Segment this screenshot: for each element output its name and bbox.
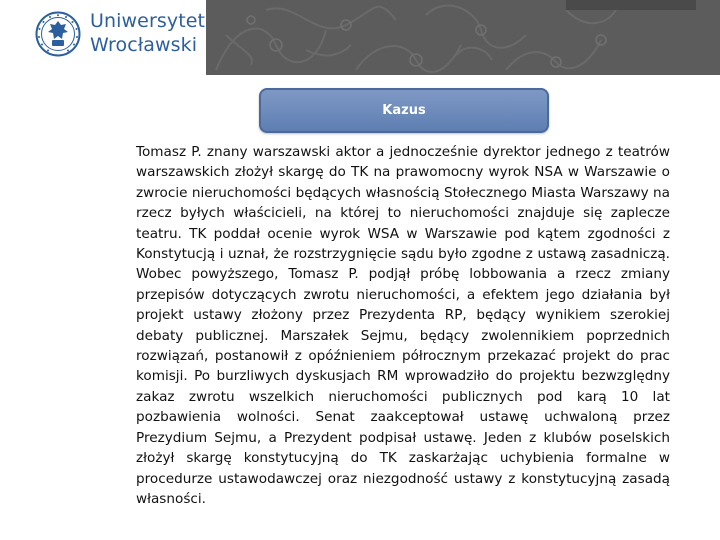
university-seal-icon [35, 11, 81, 57]
logo-line-2: Wrocławski [90, 34, 198, 56]
decorative-swirl-pattern [206, 0, 720, 75]
university-name [90, 9, 205, 57]
logo-line-1: Uniwersytet [90, 10, 206, 32]
slide-title: Kazus [382, 103, 426, 118]
header-accent-strip [566, 0, 696, 10]
case-body-text: Tomasz P. znany warszawski aktor a jednocześnie dyrektor jednego z teatrów warszawskich złożył skargę do TK na prawomocny wyrok NSA w Warszawie o zwrocie nieruchomości będących własnością Stołecznego Miasta Warszawy na rzecz byłych właścicieli, na której to nieruchomości znajduje się zaplecze teatru. TK poddał ocenie wyrok WSA w Warszawie pod kątem zgodności z Konstytucją i uznał, że rozstrzygnięcie sądu było zgodne z ustawą zasadniczą. Wobec powyższego, Tomasz P. podjął próbę lobbowania a rzecz zmiany przepisów dotyczących zwrotu nieruchomości, a efektem jego działania był projekt ustawy złożony przez Prezydenta RP, będący wynikiem szerokiej debaty publicznej. Marszałek Sejmu, będący zwolennikiem poprzednich rozwiązań, postanowił z opóźnieniem półrocznym przekazać projekt do prac komisji. Po burzliwych dyskusjach RM wprowadziło do projektu bezwzględny zakaz zwrotu wszelkich nieruchomości publicznych pod karą 10 lat pozbawienia wolności. Senat zaakceptował ustawę uchwaloną przez Prezydium Sejmu, a Prezydent podpisał ustawę. Jeden z klubów poselskich złożył skargę konstytucyjną do TK zaskarżając uchybienia formalne w procedurze ustawodawczej oraz niezgodność ustawy z konstytucyjną zasadą własności. [136, 144, 670, 507]
slide-title-box [259, 88, 549, 133]
logo[interactable] [0, 0, 206, 75]
